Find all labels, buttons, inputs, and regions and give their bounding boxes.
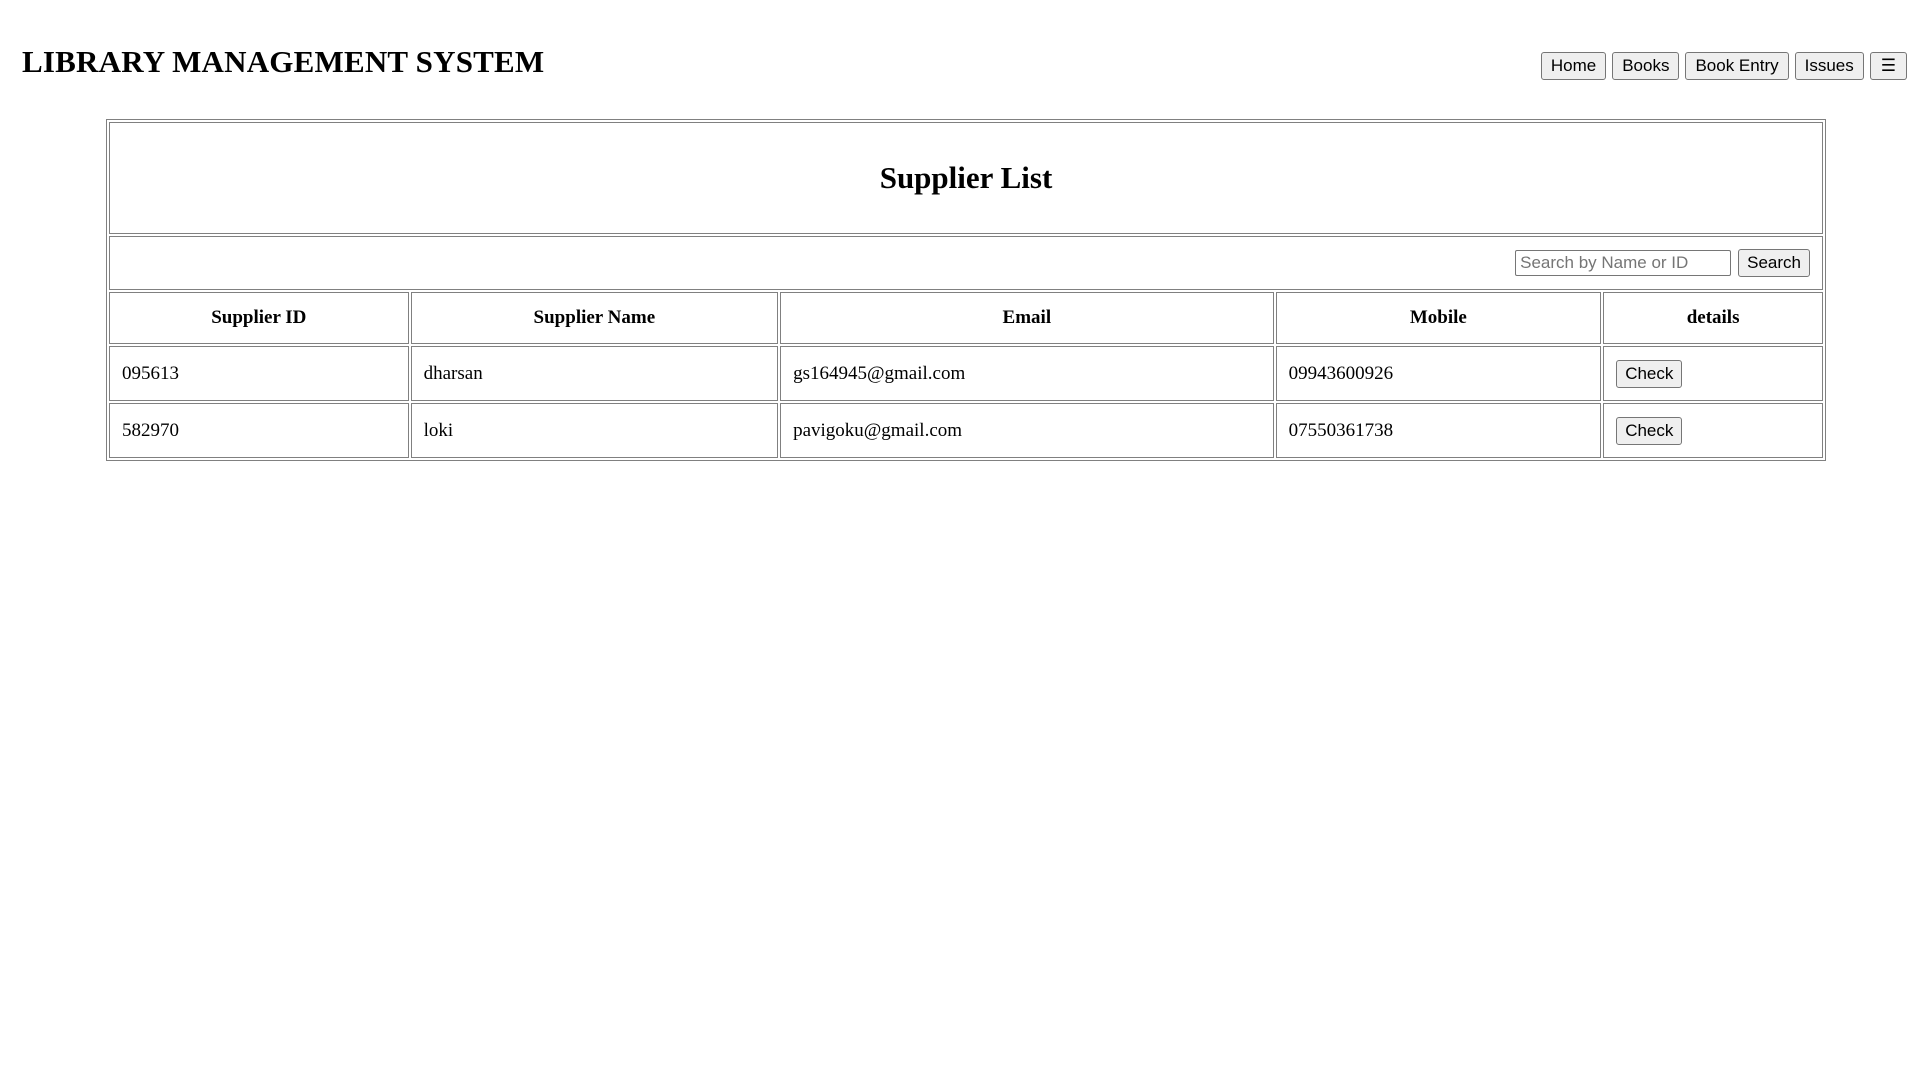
issues-button[interactable]: Issues [1795,52,1864,80]
search-button[interactable]: Search [1738,249,1810,277]
column-header-supplier-name: Supplier Name [411,292,778,344]
page-title: Supplier List [109,122,1823,234]
table-row [109,403,1823,458]
column-header-email: Email [780,292,1273,344]
supplier-email-cell: pavigoku@gmail.com [780,403,1273,458]
supplier-details-cell [1603,346,1823,401]
table-row [109,346,1823,401]
app-title: LIBRARY MANAGEMENT SYSTEM [22,44,545,79]
supplier-mobile-cell: 07550361738 [1276,403,1602,458]
top-nav [1541,52,1907,80]
supplier-name-cell: dharsan [411,346,778,401]
search-bar [109,236,1823,290]
home-button[interactable]: Home [1541,52,1606,80]
supplier-id-cell: 582970 [109,403,409,458]
check-button[interactable]: Check [1616,360,1682,388]
hamburger-menu-icon[interactable]: ☰ [1870,52,1907,80]
column-header-supplier-id: Supplier ID [109,292,409,344]
column-header-mobile: Mobile [1276,292,1602,344]
books-button[interactable]: Books [1612,52,1679,80]
supplier-mobile-cell: 09943600926 [1276,346,1602,401]
supplier-table [106,119,1826,461]
supplier-table-container [106,119,1826,461]
supplier-email-cell: gs164945@gmail.com [780,346,1273,401]
supplier-name-cell: loki [411,403,778,458]
column-header-details: details [1603,292,1823,344]
book-entry-button[interactable]: Book Entry [1685,52,1788,80]
check-button[interactable]: Check [1616,417,1682,445]
search-input[interactable] [1515,250,1731,276]
supplier-details-cell [1603,403,1823,458]
table-header-row [109,292,1823,344]
supplier-id-cell: 095613 [109,346,409,401]
